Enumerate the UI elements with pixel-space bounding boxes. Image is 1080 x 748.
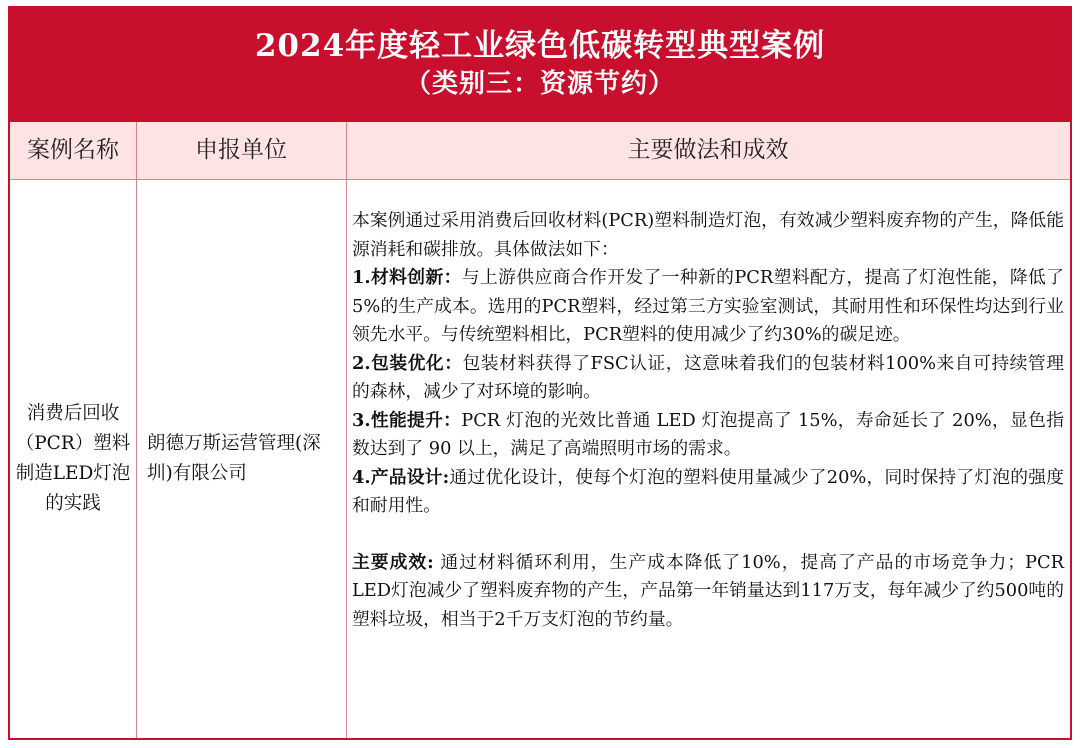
column-divider (136, 122, 137, 738)
page-title: 2024年度轻工业绿色低碳转型典型案例 (254, 28, 826, 64)
point-heading: 1.材料创新： (352, 267, 462, 288)
point-paragraph (352, 350, 1064, 407)
point-paragraph (352, 407, 1064, 464)
table-header-row (10, 122, 1070, 180)
case-name-cell (10, 180, 136, 738)
point-text: 包装材料获得了FSC认证，这意味着我们的包装材料100%来自可持续管理的森林，减少了对环境的影响。 (352, 352, 1064, 402)
case-table (8, 6, 1072, 740)
header-case-name: 案例名称 (27, 137, 119, 163)
point-text: PCR 灯泡的光效比普通 LED 灯泡提高了 15%，寿命延长了 20%，显色指数达到了 90 以上，满足了高端照明市场的需求。 (352, 409, 1064, 459)
title-banner (10, 8, 1070, 122)
case-name-text: 消费后回收（PCR）塑料制造LED灯泡的实践 (15, 403, 131, 514)
page-subtitle: （类别三：资源节约） (404, 69, 675, 99)
point-heading: 2.包装优化： (352, 352, 463, 374)
unit-text: 朗德万斯运营管理(深圳)有限公司 (147, 433, 321, 484)
point-text: 与上游供应商合作开发了一种新的PCR塑料配方，提高了灯泡性能，降低了5%的生产成本。选用的PCR塑料，经过第三方实验室测试，其耐用性和环保性均达到行业领先水平。与传统塑料相比，PCR塑料的使用减少了约30%的碳足迹。 (352, 267, 1064, 345)
point-text: 通过优化设计，使每个灯泡的塑料使用量减少了20%，同时保持了灯泡的强度和耐用性。 (352, 466, 1064, 516)
intro-paragraph: 本案例通过采用消费后回收材料(PCR)塑料制造灯泡，有效减少塑料废弃物的产生，降低能源消耗和碳排放。具体做法如下： (352, 210, 1064, 260)
spacer (352, 521, 1064, 549)
unit-cell (147, 180, 343, 738)
point-paragraph (352, 464, 1064, 521)
point-heading: 3.性能提升： (352, 409, 462, 431)
header-practices: 主要做法和成效 (627, 137, 789, 163)
point-paragraph (352, 264, 1064, 350)
point-heading: 4.产品设计: (352, 466, 450, 488)
results-paragraph (352, 549, 1064, 635)
practices-cell (352, 180, 1064, 738)
results-text: 通过材料循环利用，生产成本降低了10%，提高了产品的市场竞争力；PCR LED灯泡减少了塑料废弃物的产生，产品第一年销量达到117万支，每年减少了约500吨的塑料垃圾，相当于2千万支灯泡的节约量。 (352, 551, 1064, 630)
column-divider (346, 122, 347, 738)
results-heading: 主要成效: (352, 551, 434, 573)
header-unit: 申报单位 (195, 137, 287, 163)
